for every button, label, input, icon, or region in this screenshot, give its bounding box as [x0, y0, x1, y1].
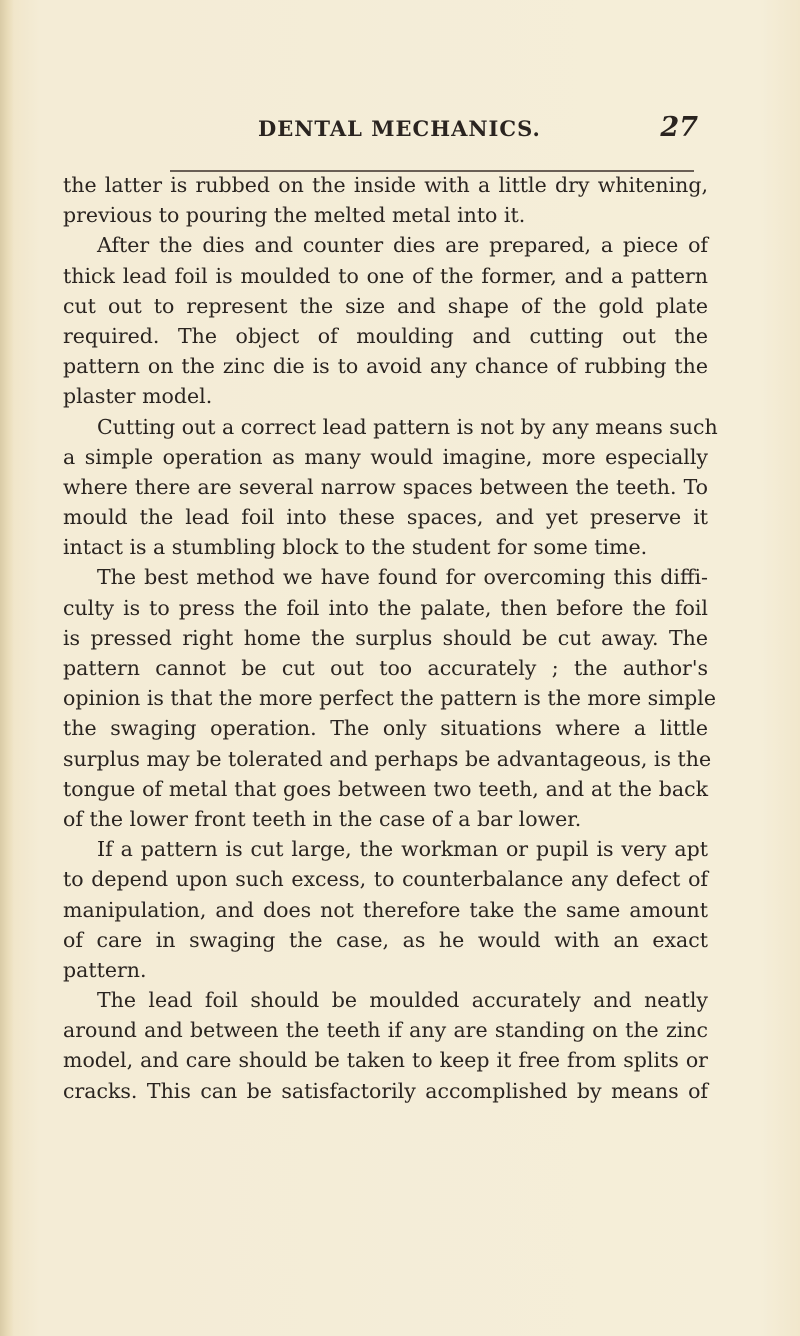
page-header: [258, 112, 698, 152]
text-line: culty is to press the foil into the palate, then before the foil: [63, 595, 708, 620]
text-line: cut out to represent the size and shape of the gold plate: [63, 293, 708, 318]
text-line: pattern on the zinc die is to avoid any chance of rubbing the: [63, 354, 708, 379]
text-line: pattern.: [63, 957, 147, 982]
text-line: a simple operation as many would imagine, more especially: [63, 444, 708, 469]
text-line: required. The object of moulding and cutting out the: [63, 323, 708, 348]
text-line: The best method we have found for overcoming this diffi-: [97, 565, 708, 590]
text-line: If a pattern is cut large, the workman or pupil is very apt: [97, 837, 708, 862]
body-text: [63, 170, 718, 1106]
text-line: to depend upon such excess, to counterbalance any defect of: [63, 867, 708, 892]
text-line: After the dies and counter dies are prepared, a piece of: [97, 233, 708, 258]
text-line: the swaging operation. The only situations where a little: [63, 716, 708, 741]
text-line: cracks. This can be satisfactorily accomplished by means of: [63, 1078, 708, 1103]
text-line: mould the lead foil into these spaces, and yet preserve it: [63, 505, 708, 530]
text-line: plaster model.: [63, 384, 213, 409]
text-line: opinion is that the more perfect the pattern is the more simple: [63, 686, 716, 711]
text-line: the latter is rubbed on the inside with a little dry whitening,: [63, 173, 708, 197]
text-line: The lead foil should be moulded accurately and neatly: [97, 988, 708, 1013]
text-line: surplus may be tolerated and perhaps be advantageous, is the: [63, 746, 712, 771]
text-line: previous to pouring the melted metal into it.: [63, 203, 526, 228]
page-number: 27: [660, 112, 698, 143]
text-line: where there are several narrow spaces between the teeth. To: [63, 474, 708, 499]
page-binding-edge: [0, 0, 14, 1336]
text-line: intact is a stumbling block to the student for some time.: [63, 535, 648, 560]
text-line: thick lead foil is moulded to one of the former, and a pattern: [63, 263, 708, 288]
text-line: around and between the teeth if any are standing on the zinc: [63, 1018, 708, 1043]
text-line: of the lower front teeth in the case of a bar lower.: [63, 806, 582, 831]
text-line: Cutting out a correct lead pattern is not by any means such: [97, 414, 718, 439]
text-line: tongue of metal that goes between two teeth, and at the back: [63, 776, 708, 801]
running-title: DENTAL MECHANICS.: [258, 116, 541, 141]
text-line: of care in swaging the case, as he would with an exact: [63, 927, 708, 952]
text-line: model, and care should be taken to keep it free from splits or: [63, 1048, 708, 1073]
text-line: manipulation, and does not therefore take the same amount: [63, 897, 708, 922]
text-line: is pressed right home the surplus should be cut away. The: [63, 625, 708, 650]
text-line: pattern cannot be cut out too accurately ; the author's: [63, 656, 708, 680]
